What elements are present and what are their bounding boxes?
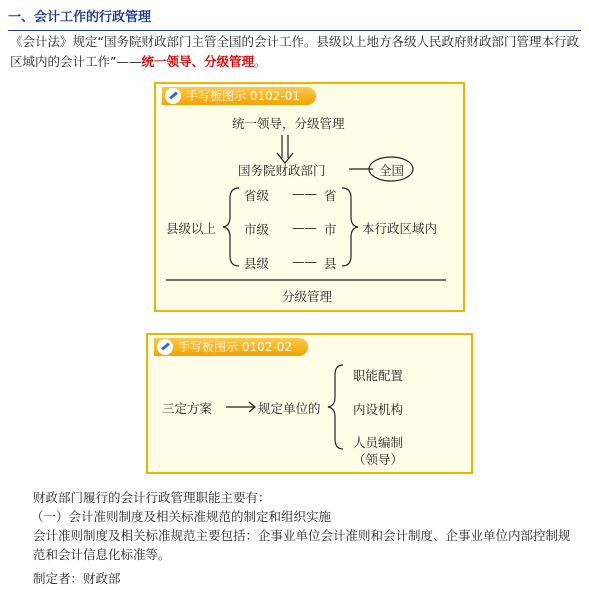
- level-left-county: 县级: [244, 256, 270, 271]
- level-left-city: 市级: [244, 222, 270, 237]
- intro-paragraph: [10, 32, 582, 72]
- ministry-label: 国务院财政部门: [238, 163, 326, 178]
- item-internal-orgs: 内设机构: [353, 402, 404, 417]
- intro-emphasis: 统一领导、分级管理: [141, 54, 254, 69]
- item-functions: 职能配置: [353, 368, 404, 383]
- unit-label: 规定单位的: [258, 401, 321, 416]
- county-above-label: 县级以上: [166, 221, 217, 236]
- level-right-city: 市: [324, 222, 337, 237]
- item-staffing: 人员编制: [353, 435, 404, 450]
- panel-tag-label: 手写板图示 0102-02: [178, 340, 292, 354]
- item-staffing-note: （领导）: [353, 452, 404, 467]
- level-left-province: 省级: [244, 188, 270, 203]
- body-paragraph-1: 财政部门履行的会计行政管理职能主要有：: [33, 490, 271, 505]
- region-label: 本行政区域内: [362, 221, 438, 236]
- page-title: 一、会计工作的行政管理: [8, 6, 581, 31]
- intro-text: 《会计法》规定“国务院财政部门主管全国的会计工作。县级以上地方各级人民政府财政部门管理本行政区域内的会计工作”——: [10, 34, 579, 69]
- intro-end: 。: [254, 54, 267, 69]
- body-text: [33, 488, 331, 526]
- diagram-panel-1: [154, 82, 465, 312]
- panel-tag-label: 手写板图示 0102-01: [186, 89, 300, 103]
- top-label: 统一领导，分级管理: [232, 116, 345, 131]
- body-paragraph-4: 制定者：财政部: [33, 571, 121, 586]
- level-dash-county: ——: [292, 254, 317, 269]
- diagram-panel-2: [146, 333, 473, 474]
- plan-label: 三定方案: [162, 401, 213, 416]
- body-paragraph-3: 会计准则制度及相关标准规范主要包括：企事业单位会计准则和会计制度、企事业单位内部控制规范和会计信息化标准等。: [33, 528, 571, 562]
- national-label: 全国: [379, 163, 405, 178]
- level-right-province: 省: [324, 188, 337, 203]
- level-dash-city: ——: [292, 220, 317, 235]
- level-dash-province: ——: [292, 186, 317, 201]
- level-right-county: 县: [324, 256, 337, 271]
- body-paragraph-2: （一）会计准则制度及相关标准规范的制定和组织实施: [31, 509, 332, 524]
- bottom-label: 分级管理: [282, 289, 333, 304]
